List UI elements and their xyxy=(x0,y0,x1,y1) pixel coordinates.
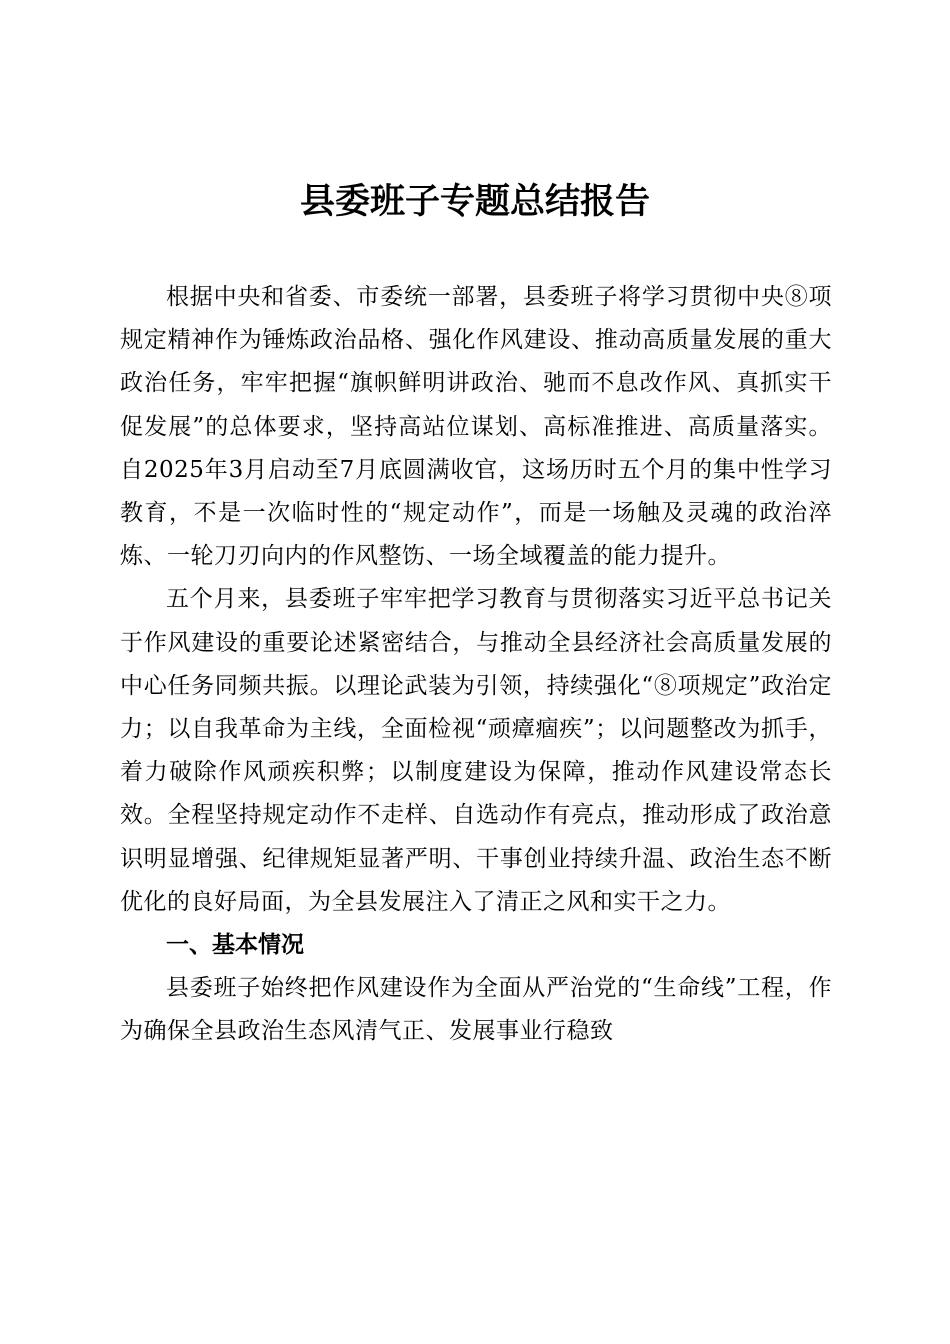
document-title: 县委班子专题总结报告 xyxy=(299,181,650,222)
body-paragraph-2: 五个月来，县委班子牢牢把学习教育与贯彻落实习近平总书记关于作风建设的重要论述紧密结合，与推动全县经济社会高质量发展的中心任务同频共振。以理论武装为引领，持续强化“⑧项规定”政治定力；以自我革命为主线，全面检视“顽瘴痼疾”；以问题整改为抓手，着力破除作风顽疾积弊；以制度建设为保障，推动作风建设常态长效。全程坚持规定动作不走样、自选动作有亮点，推动形成了政治意识明显增强、纪律规矩显著严明、干事创业持续升温、政治生态不断优化的良好局面，为全县发展注入了清正之风和实干之力。 xyxy=(120,586,832,915)
section-paragraph-1: 县委班子始终把作风建设作为全面从严治党的“生命线”工程，作为确保全县政治生态风清气正、发展事业行稳致 xyxy=(120,975,832,1045)
document-body xyxy=(120,276,832,1054)
body-paragraph-1: 根据中央和省委、市委统一部署，县委班子将学习贯彻中央⑧项规定精神作为锤炼政治品格、强化作风建设、推动高质量发展的重大政治任务，牢牢把握“旗帜鲜明讲政治、驰而不息改作风、真抓实干促发展”的总体要求，坚持高站位谋划、高标准推进、高质量落实。自2025年3月启动至7月底圆满收官，这场历时五个月的集中性学习教育，不是一次临时性的“规定动作”，而是一场触及灵魂的政治淬炼、一轮刀刃向内的作风整饬、一场全域覆盖的能力提升。 xyxy=(120,284,832,570)
section-heading-basic-situation: 一、基本情况 xyxy=(166,932,304,959)
